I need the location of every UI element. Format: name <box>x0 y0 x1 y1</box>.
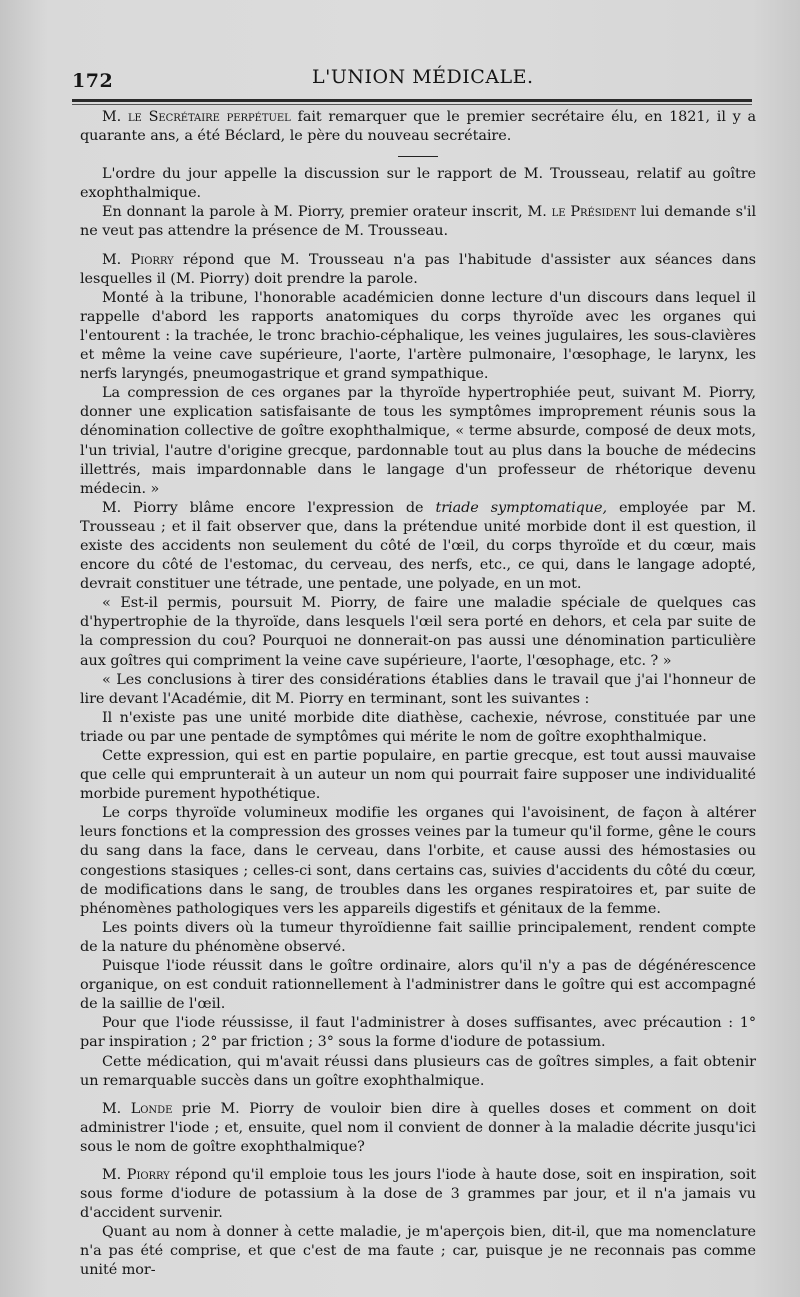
paragraph: Cette expression, qui est en partie populaire, en partie grecque, est tout aussi mauvaise que celle qui emprunterait à un auteur un nom qui pourrait faire supposer une individualité morbide purement hypothétique. <box>80 748 756 803</box>
paragraph-text: M. Piorry blâme encore l'expression de <box>102 499 436 516</box>
paragraph-text: En donnant la parole à M. Piorry, premier orateur inscrit, M. <box>102 204 552 221</box>
paragraph: La compression de ces organes par la thyroïde hypertrophiée peut, suivant M. Piorry, donner une explication satisfaisante de tous les symptômes improprement réunis sous la dénomination collective de goître exophthalmique, « terme absurde, composé de deux mots, l'un trivial, l'autre d'origine grecque, pardonnable tout au plus dans la bouche de médecins illettrés, mais impardonnable dans le langage d'un professeur de rhétorique devenu médecin. » <box>80 385 756 497</box>
paragraph-text: fait remarquer que le premier secrétaire élu, en 1821, il y a quarante ans, a été Béclard, le père du nouveau secrétaire. <box>80 109 757 145</box>
paragraph-text: répond que M. Trousseau n'a pas l'habitude d'assister aux séances dans lesquelles il (M. Piorry) doit prendre la parole. <box>80 251 756 287</box>
paragraph: Les points divers où la tumeur thyroïdienne fait saillie principalement, rendent compte de la nature du phénomène observé. <box>80 919 756 955</box>
speaker-name: le Président <box>551 204 636 221</box>
running-head: L'UNION MÉDICALE. <box>312 66 534 88</box>
paragraph-text: lui demande s'il ne veut pas attendre la présence de M. Trousseau. <box>80 204 757 240</box>
paragraph: L'ordre du jour appelle la discussion sur le rapport de M. Trousseau, relatif au goître exophthalmique. <box>80 166 756 202</box>
paragraph: « Est-il permis, poursuit M. Piorry, de faire une maladie spéciale de quelques cas d'hypertrophie de la thyroïde, dans lesquels l'œil sera porté en dehors, et cela par suite de la compression du cou? Pourquoi ne donnerait-on pas aussi une dénomination particulière aux goîtres qui compriment la veine cave supérieure, l'aorte, l'œsophage, etc. ? » <box>80 595 756 669</box>
paragraph: Le corps thyroïde volumineux modifie les organes qui l'avoisinent, de façon à altérer leurs fonctions et la compression des grosses veines par la tumeur qu'il forme, gêne le cours du sang dans la face, dans le cerveau, dans l'orbite, et cause aussi des hémostasies ou congestions stasiques ; celles-ci sont, dans certains cas, suivies d'accidents du côté du cœur, de modifications dans le sang, de troubles dans les organes respiratoires et, par suite de phénomènes pathologiques vers les appareils digestifs et génitaux de la femme. <box>80 805 756 917</box>
paragraph <box>80 499 756 594</box>
paragraph: Quant au nom à donner à cette maladie, je m'aperçois bien, dit-il, que ma nomenclature n'a pas été comprise, et que c'est de ma faute ; car, puisque je ne reconnais pas comme unité mor- <box>80 1224 756 1279</box>
paragraph-text: employée par M. Trousseau ; et il fait observer que, dans la prétendue unité morbide dont il est question, il existe des accidents non seulement du côté de l'œil, du corps thyroïde et du cœur, mais encore du côté de l'estomac, du cerveau, des nerfs, etc., ce qui, dans le langage adopté, devrait constituer une tétrade, une pentade, une polyade, en un mot. <box>80 499 756 593</box>
paragraph: « Les conclusions à tirer des considérations établies dans le travail que j'ai l'honneur de lire devant l'Académie, dit M. Piorry en terminant, sont les suivantes : <box>80 671 756 707</box>
paragraph: Cette médication, qui m'avait réussi dans plusieurs cas de goîtres simples, a fait obtenir un remarquable succès dans un goître exophthalmique. <box>80 1053 756 1089</box>
section-divider <box>398 156 438 157</box>
paragraph <box>80 108 756 146</box>
paragraph: Il n'existe pas une unité morbide dite diathèse, cachexie, névrose, constituée par une triade ou par une pentade de symptômes qui mérite le nom de goître exophthalmique. <box>80 709 756 745</box>
paragraph-text: prie M. Piorry de vouloir bien dire à quelles doses et comment on doit administrer l'iode ; et, ensuite, quel nom il convient de donner à la maladie décrite jusqu'ici sous le nom de goître exophthalmique? <box>80 1100 756 1155</box>
paragraph <box>80 1166 756 1223</box>
paragraph <box>80 1100 756 1157</box>
page-number: 172 <box>72 70 114 92</box>
paragraph <box>80 203 756 241</box>
italic-term: triade symptomatique, <box>435 499 608 516</box>
speaker-name: M. Londe <box>102 1100 173 1117</box>
paragraph-text: répond qu'il emploie tous les jours l'iode à haute dose, soit en inspiration, soit sous forme d'iodure de potassium à la dose de 3 grammes par jour, et il n'a jamais vu d'accident survenir. <box>80 1166 757 1222</box>
article-body <box>80 108 756 1281</box>
paragraph: Pour que l'iode réussisse, il faut l'administrer à doses suffisantes, avec précaution : 1° par inspiration ; 2° par friction ; 3° sous la forme d'iodure de potassium. <box>80 1015 756 1051</box>
speaker-name: M. le Secrétaire perpétuel <box>102 109 291 125</box>
paragraph <box>80 251 756 289</box>
speaker-name: M. Piorry <box>102 251 174 268</box>
header-rule-thin <box>72 104 752 105</box>
paragraph: Monté à la tribune, l'honorable académicien donne lecture d'un discours dans lequel il rappelle d'abord les rapports anatomiques du corps thyroïde avec les organes qui l'entourent : la trachée, le tronc brachio-céphalique, les veines jugulaires, les sous-clavières et même la veine cave supérieure, l'aorte, l'artère pulmonaire, l'œsophage, le larynx, les nerfs laryngés, pneumogastrique et grand sympathique. <box>80 289 756 383</box>
header-rule <box>72 99 752 102</box>
paragraph: Puisque l'iode réussit dans le goître ordinaire, alors qu'il n'y a pas de dégénérescence organique, on est conduit rationnellement à l'administrer dans le goître qui est accompagné de la saillie de l'œil. <box>80 958 756 1013</box>
page-header <box>72 62 752 92</box>
speaker-name: M. Piorry <box>102 1166 170 1183</box>
